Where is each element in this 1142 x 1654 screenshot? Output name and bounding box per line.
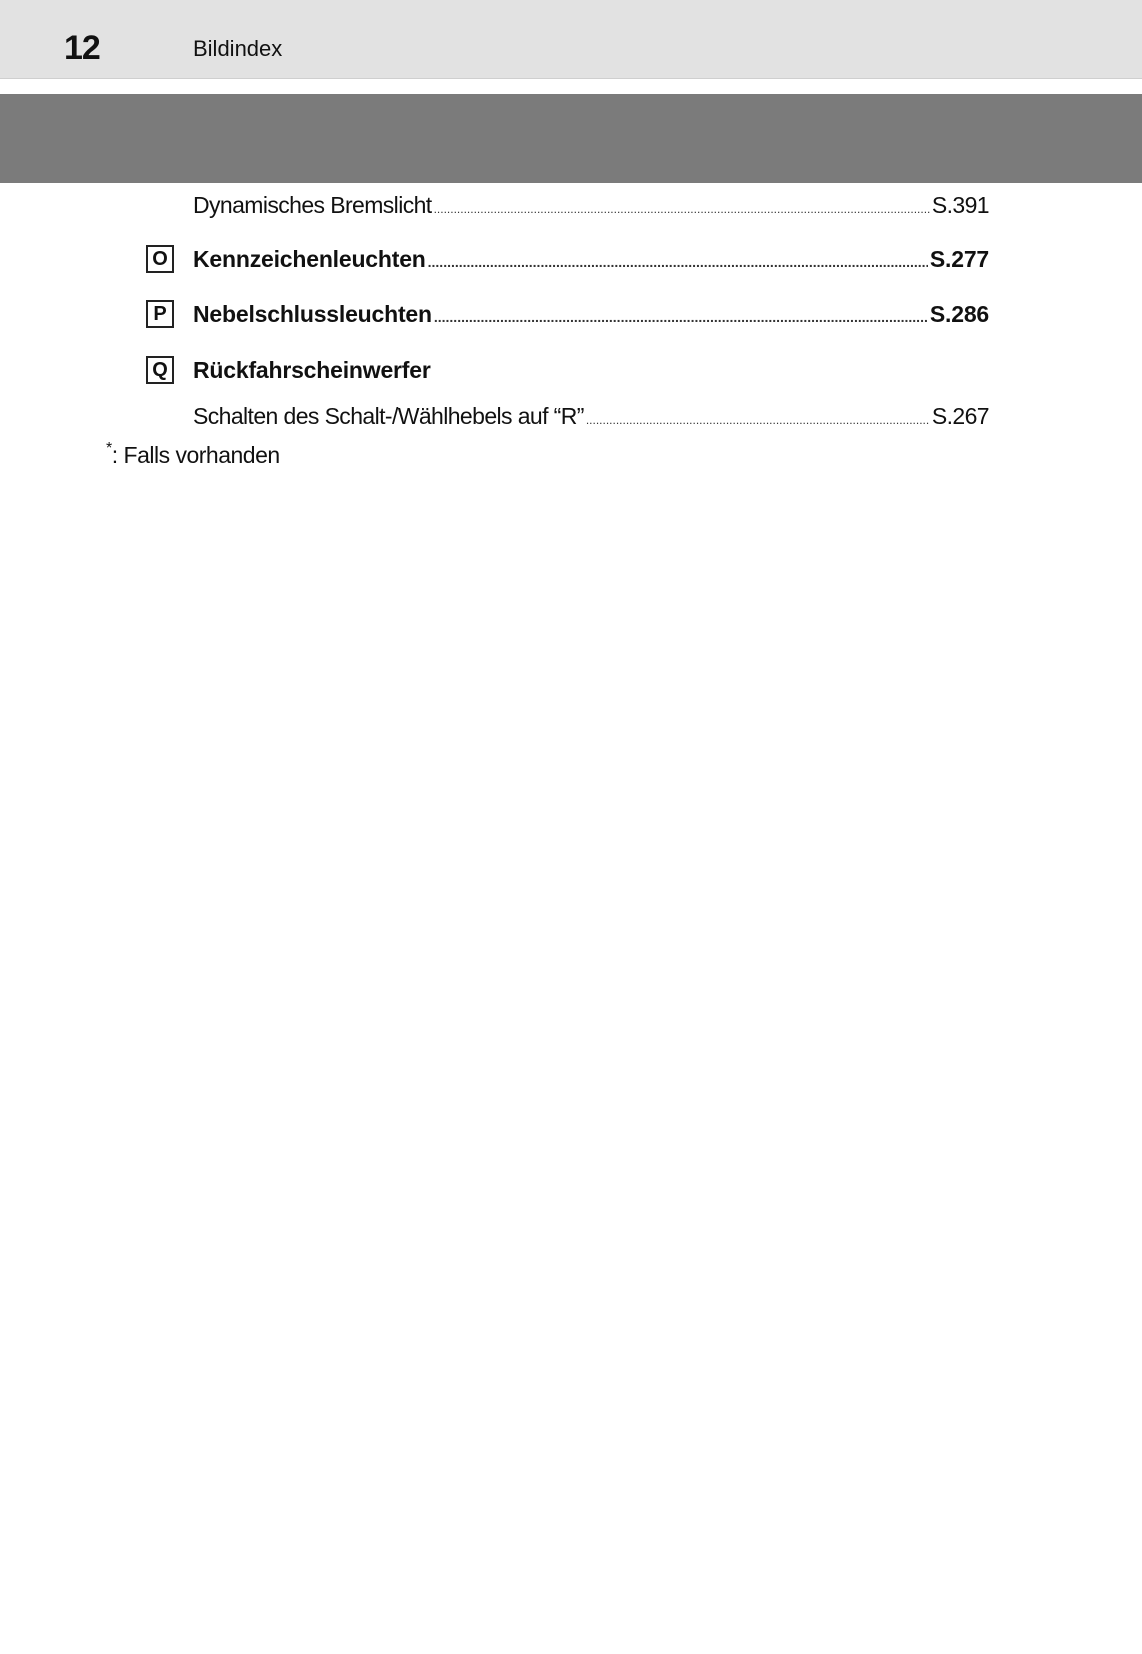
entry-label: Nebelschlussleuchten [193, 301, 432, 327]
dot-leader [586, 405, 930, 435]
entry-page-ref[interactable]: S.267 [931, 403, 989, 429]
image-band [0, 94, 1142, 183]
dot-leader [428, 247, 928, 277]
entry-label: Schalten des Schalt-/Wählhebels auf “R” [193, 403, 584, 429]
index-entry-reversing-lights: Rückfahrscheinwerfer [193, 357, 431, 383]
page-header [0, 0, 1142, 79]
callout-letter-q: Q [146, 356, 174, 384]
entry-page-ref[interactable]: S.286 [929, 301, 989, 327]
footnote [106, 440, 280, 474]
entry-page-ref[interactable]: S.277 [929, 246, 989, 272]
entry-label: Dynamisches Bremslicht [193, 192, 432, 218]
dot-leader [434, 194, 930, 224]
entry-page-ref[interactable]: S.391 [931, 192, 989, 218]
page-number: 12 [64, 29, 100, 67]
section-title: Bildindex [193, 36, 283, 61]
index-entry-license-plate-lights[interactable] [193, 244, 989, 277]
callout-letter-o: O [146, 245, 174, 273]
index-entry-shift-to-r[interactable] [193, 401, 989, 435]
callout-letter-p: P [146, 300, 174, 328]
footnote-asterisk: * [106, 440, 112, 457]
index-entry-dynamic-brake-light[interactable] [193, 190, 989, 224]
dot-leader [434, 302, 928, 332]
footnote-text: : Falls vorhanden [111, 442, 280, 468]
entry-label: Kennzeichenleuchten [193, 246, 426, 272]
index-entry-rear-fog-lights[interactable] [193, 299, 989, 332]
